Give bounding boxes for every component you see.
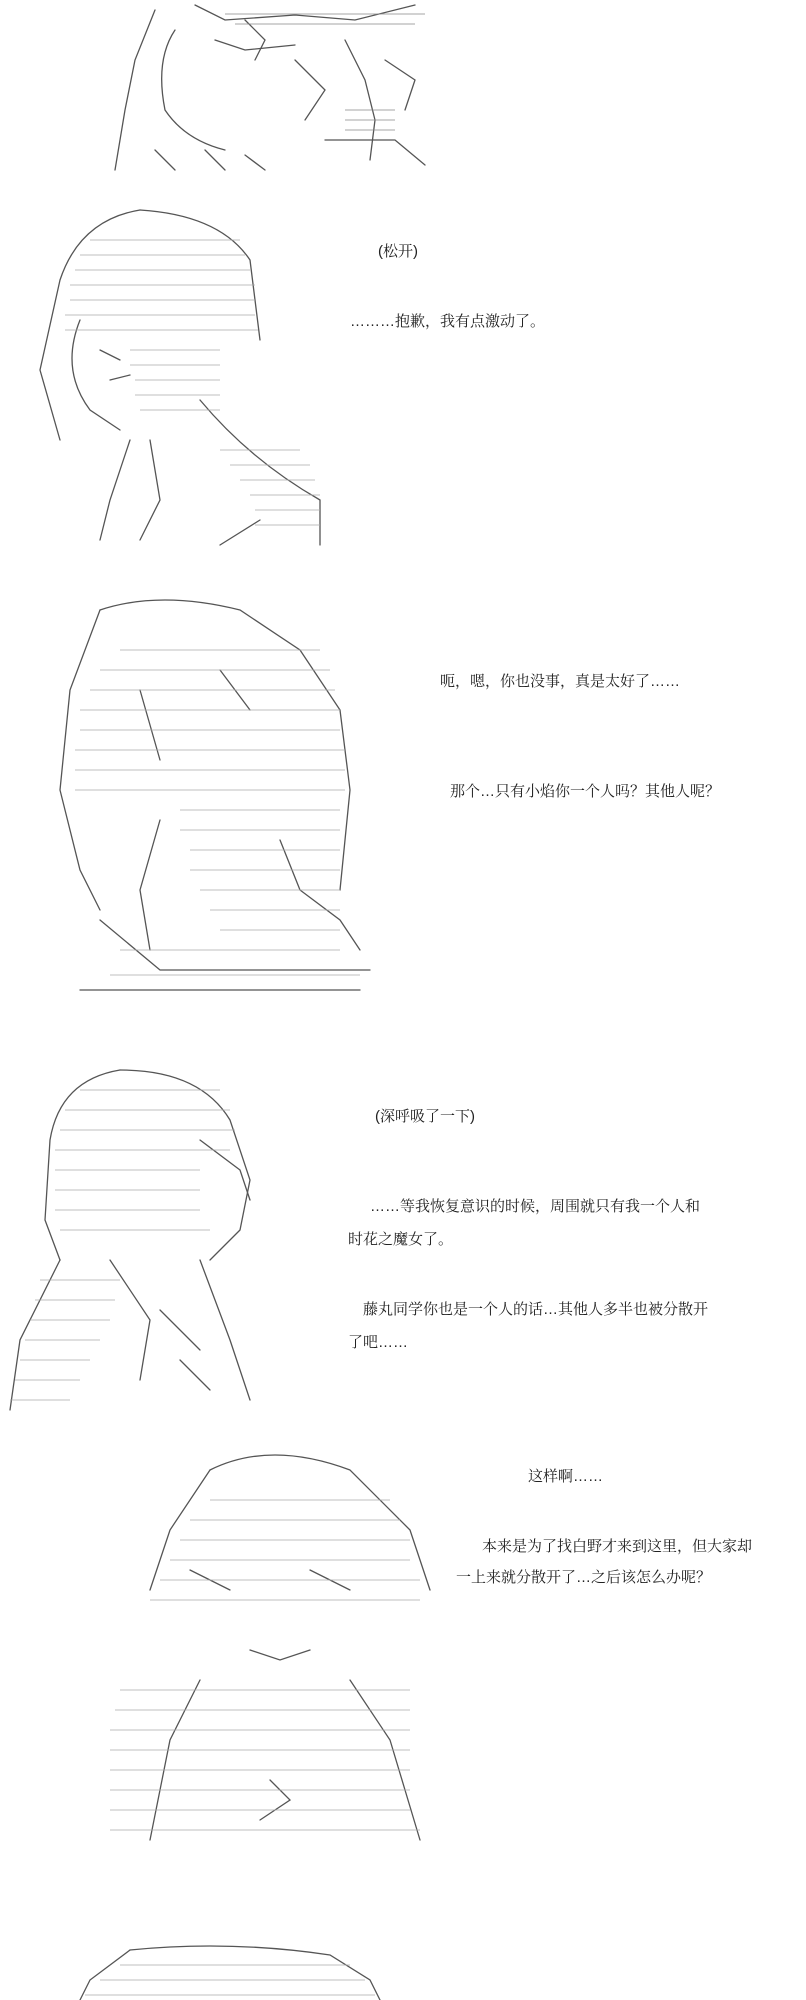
panel-4 [0,1050,806,1430]
dialogue-line: 这样啊…… [528,1468,604,1485]
dialogue-line: 时花之魔女了。 [348,1231,454,1248]
dialogue-line: 一上来就分散开了…之后该怎么办呢？ [456,1569,712,1586]
dialogue-line: (深呼吸了一下) [375,1108,475,1125]
dialogue-line: 呃，嗯，你也没事，真是太好了…… [440,673,681,690]
panel-2 [0,190,806,560]
dialogue-line: (松开) [378,243,418,260]
dialogue-line: ………抱歉，我有点激动了。 [350,313,546,330]
ascii-art-girl-back [20,200,340,550]
panel-1 [0,0,806,185]
dialogue-line: 本来是为了找白野才来到这里，但大家却 [482,1538,753,1555]
dialogue-line: ……等我恢复意识的时候，周围就只有我一个人和 [370,1198,701,1215]
panel-5 [0,1440,806,1860]
dialogue-line: 那个…只有小焰你一个人吗？其他人呢？ [450,783,721,800]
panel-6 [0,1940,806,2000]
ascii-art-girl-side [0,1060,280,1420]
dialogue-line: 藤丸同学你也是一个人的话…其他人多半也被分散开 [363,1301,709,1318]
ascii-art-hug [95,0,455,180]
dialogue-line: 了吧…… [348,1334,409,1351]
ascii-art-partial [70,1940,390,2000]
ascii-art-girl-front [40,590,380,1000]
ascii-art-boy [90,1440,440,1850]
panel-3 [0,580,806,1020]
